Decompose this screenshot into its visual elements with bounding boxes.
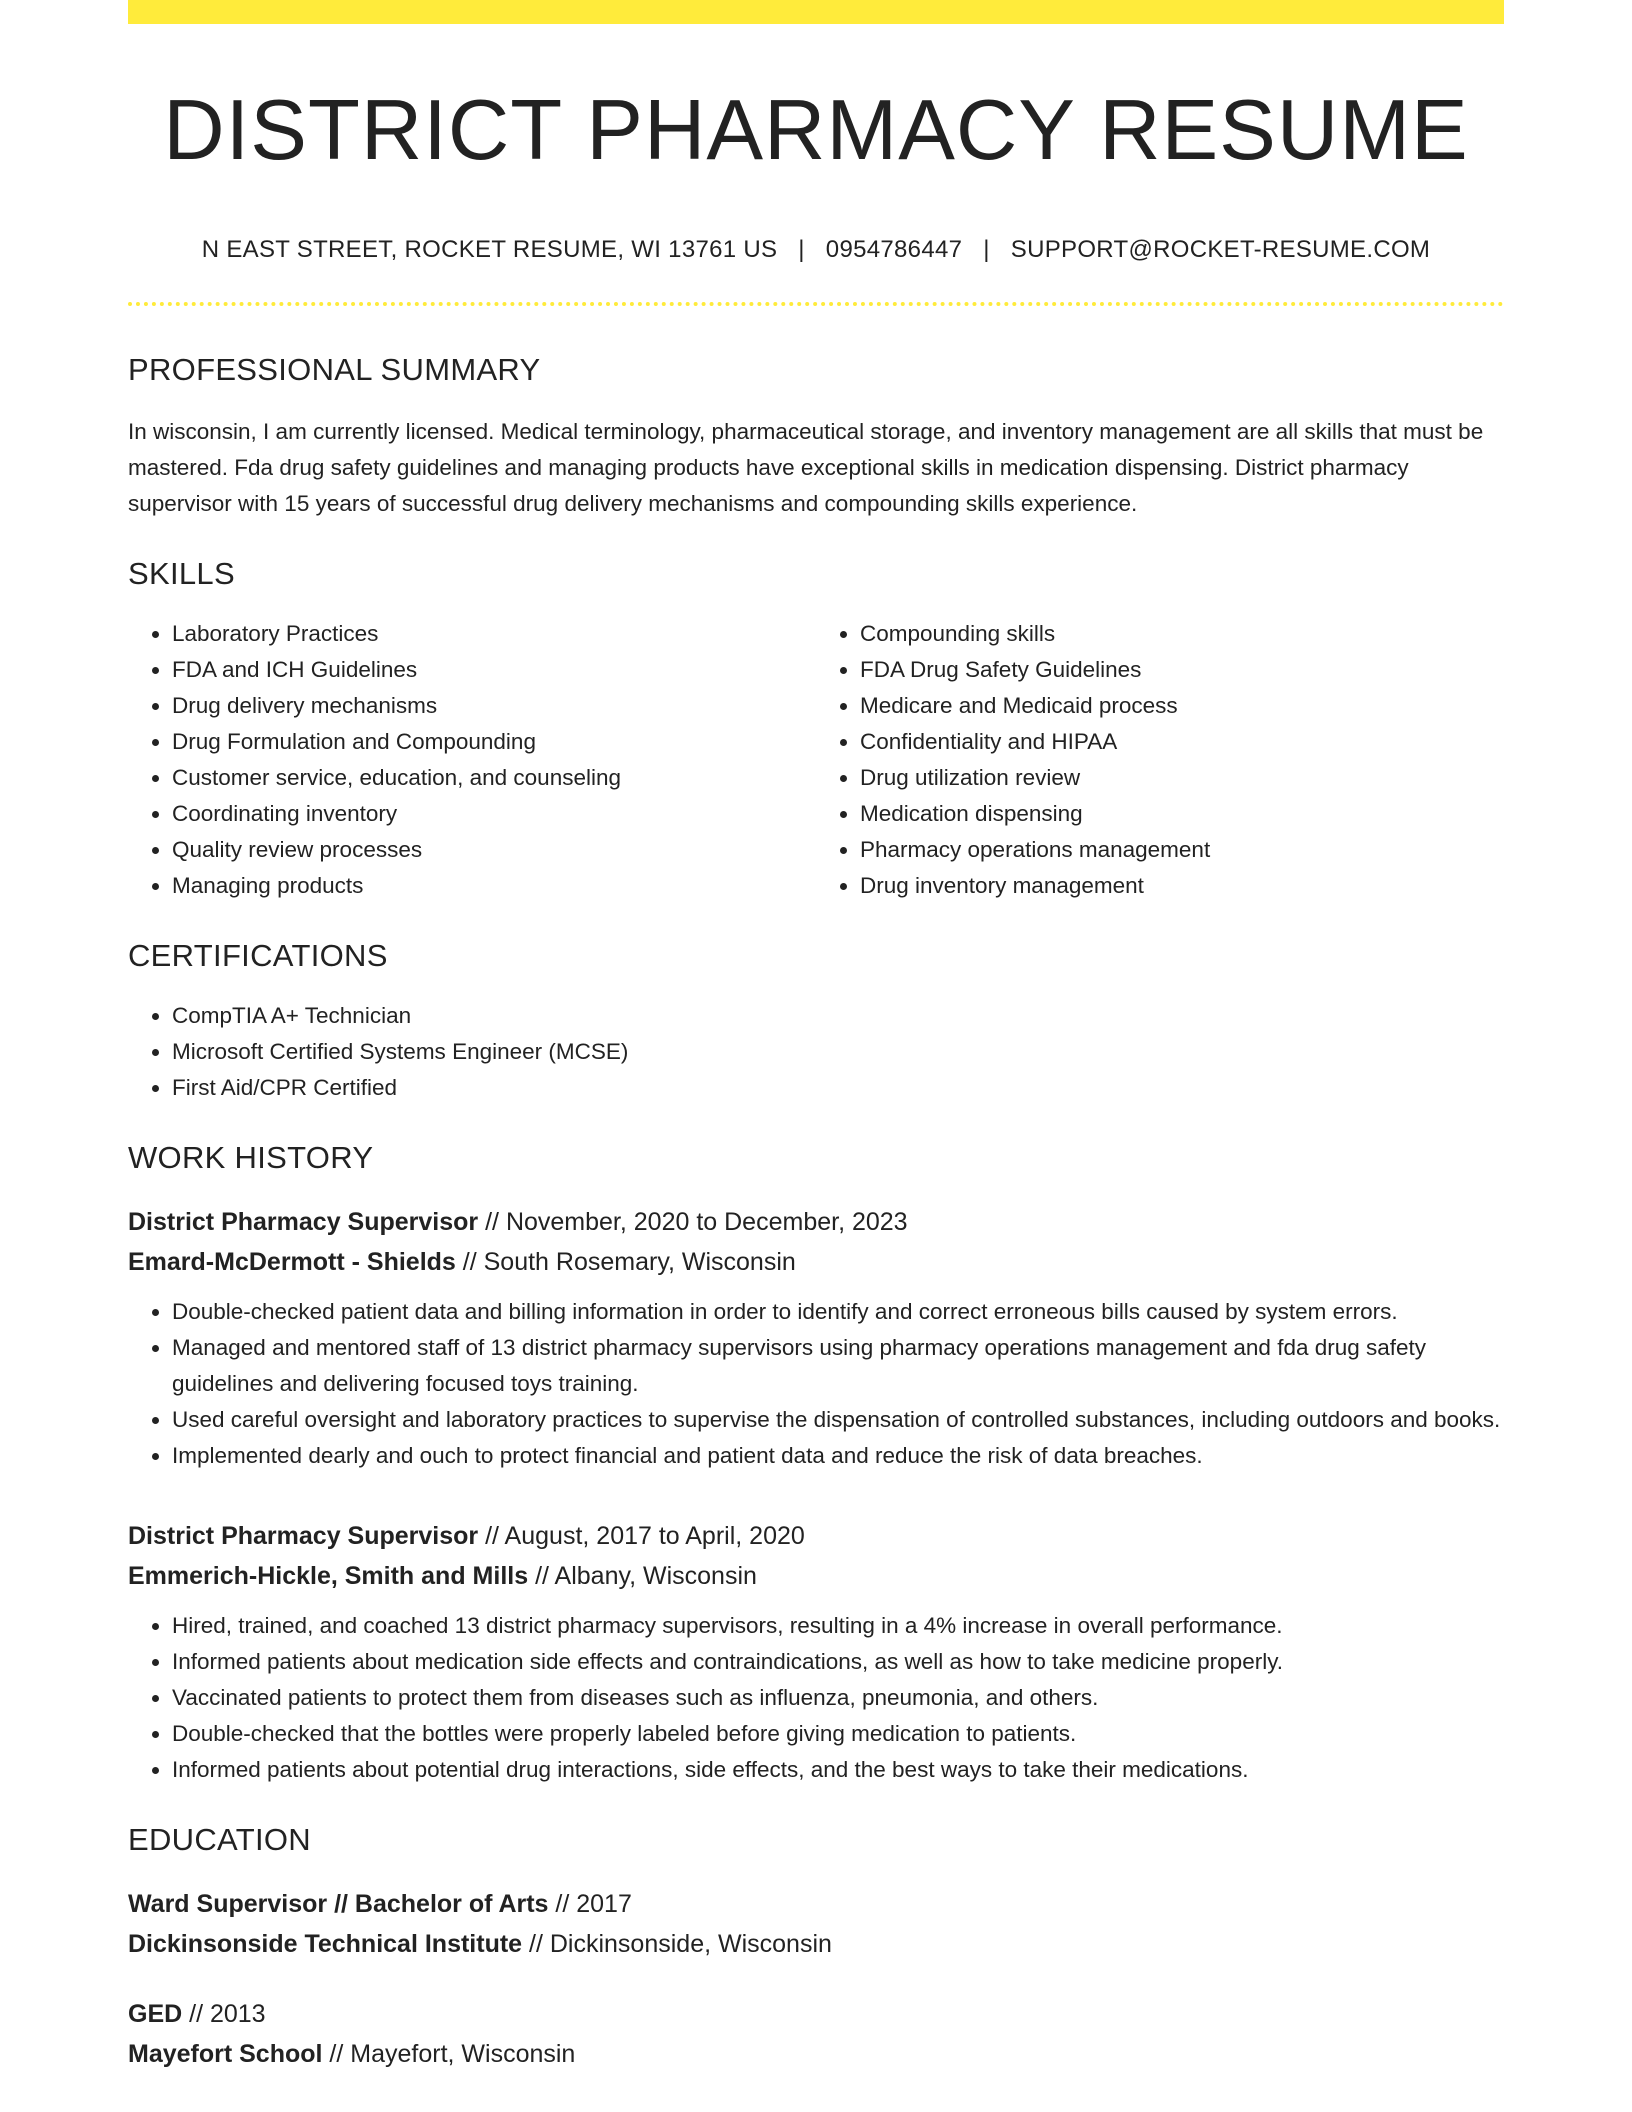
skill-item: • Drug Formulation and Compounding [172,724,816,760]
contact-address: N EAST STREET, ROCKET RESUME, WI 13761 US [201,235,778,263]
job-bullet: • Informed patients about medication side effects and contraindications, as well as how to take medicine properly. [172,1644,1504,1680]
job-company: Emmerich-Hickle, Smith and Mills [128,1561,529,1590]
job-location: // Albany, Wisconsin [528,1561,757,1590]
skill-item: • Pharmacy operations management [860,832,1504,868]
certifications-list [128,998,1504,1106]
education-degree: Ward Supervisor // Bachelor of Arts [128,1889,549,1918]
job-bullet: • Double-checked patient data and billing information in order to identify and correct erroneous bills caused by system errors. [172,1294,1504,1330]
job-bullet: • Used careful oversight and laboratory practices to supervise the dispensation of controlled substances, including outdoors and books. [172,1402,1504,1438]
education-location: // Dickinsonside, Wisconsin [522,1929,832,1958]
education-degree-line [128,1884,1504,1924]
contact-phone: 0954786447 [825,235,963,263]
resume-title: DISTRICT PHARMACY RESUME [163,83,1469,178]
job-dates: // November, 2020 to December, 2023 [478,1207,908,1236]
education-entry [128,1884,1504,1964]
job-entry [128,1202,1504,1474]
education-year: // 2017 [548,1889,632,1918]
skill-item: • Medicare and Medicaid process [860,688,1504,724]
skill-item: • Medication dispensing [860,796,1504,832]
contact-separator: | [798,235,805,263]
skill-item: • FDA and ICH Guidelines [172,652,816,688]
certification-item: • Microsoft Certified Systems Engineer (MCSE) [172,1034,1504,1070]
contact-line [128,236,1504,264]
section-title-skills: SKILLS [128,555,235,591]
skill-item: • Compounding skills [860,616,1504,652]
education-degree-line [128,1994,1504,2034]
job-dates: // August, 2017 to April, 2020 [478,1521,805,1550]
skill-item: • Customer service, education, and counseling [172,760,816,796]
education-entry [128,1994,1504,2074]
job-bullets [128,1294,1504,1474]
job-bullet: • Managed and mentored staff of 13 district pharmacy supervisors using pharmacy operations management and fda drug safety guidelines and delivering focused toys training. [172,1330,1504,1402]
job-role: District Pharmacy Supervisor [128,1521,479,1550]
job-company-line [128,1242,1504,1282]
skill-item: • Drug delivery mechanisms [172,688,816,724]
certification-item: • CompTIA A+ Technician [172,998,1504,1034]
summary-text: In wisconsin, I am currently licensed. Medical terminology, pharmaceutical storage, and inventory management are all skills that must be mastered. Fda drug safety guidelines and managing products have exceptional skills in medication dispensing. District pharmacy supervisor with 15 years of successful drug delivery mechanisms and compounding skills experience. [128,418,1484,516]
education-school-line [128,2034,1504,2074]
contact-email: SUPPORT@ROCKET-RESUME.COM [1010,235,1431,263]
skill-item: • FDA Drug Safety Guidelines [860,652,1504,688]
dotted-divider [128,302,1504,306]
job-bullets [128,1608,1504,1788]
skills-list-right [816,616,1504,904]
skill-item: • Managing products [172,868,816,904]
education-school: Dickinsonside Technical Institute [128,1929,523,1958]
section-title-education: EDUCATION [128,1821,311,1857]
education-year: // 2013 [182,1999,266,2028]
education-school: Mayefort School [128,2039,323,2068]
resume-page [128,0,1504,2112]
accent-top-bar [128,0,1504,24]
job-bullet: • Informed patients about potential drug interactions, side effects, and the best ways to take their medications. [172,1752,1504,1788]
section-title-summary: PROFESSIONAL SUMMARY [128,351,541,387]
skills-columns [128,616,1504,904]
section-title-certifications: CERTIFICATIONS [128,937,388,973]
contact-separator: | [983,235,990,263]
job-bullet: • Hired, trained, and coached 13 district pharmacy supervisors, resulting in a 4% increase in overall performance. [172,1608,1504,1644]
job-role: District Pharmacy Supervisor [128,1207,479,1236]
job-bullet: • Double-checked that the bottles were properly labeled before giving medication to patients. [172,1716,1504,1752]
education-location: // Mayefort, Wisconsin [322,2039,576,2068]
job-location: // South Rosemary, Wisconsin [455,1247,796,1276]
section-title-work-history: WORK HISTORY [128,1139,374,1175]
skill-item: • Drug inventory management [860,868,1504,904]
skills-list-left [128,616,816,904]
skill-item: • Coordinating inventory [172,796,816,832]
job-company-line [128,1556,1504,1596]
job-company: Emard-McDermott - Shields [128,1247,456,1276]
skill-item: • Drug utilization review [860,760,1504,796]
certification-item: • First Aid/CPR Certified [172,1070,1504,1106]
education-degree: GED [128,1999,183,2028]
job-bullet: • Vaccinated patients to protect them from diseases such as influenza, pneumonia, and others. [172,1680,1504,1716]
job-role-line [128,1202,1504,1242]
education-school-line [128,1924,1504,1964]
job-role-line [128,1516,1504,1556]
job-bullet: • Implemented dearly and ouch to protect financial and patient data and reduce the risk of data breaches. [172,1438,1504,1474]
skill-item: • Confidentiality and HIPAA [860,724,1504,760]
job-entry [128,1516,1504,1788]
skill-item: • Quality review processes [172,832,816,868]
skill-item: • Laboratory Practices [172,616,816,652]
